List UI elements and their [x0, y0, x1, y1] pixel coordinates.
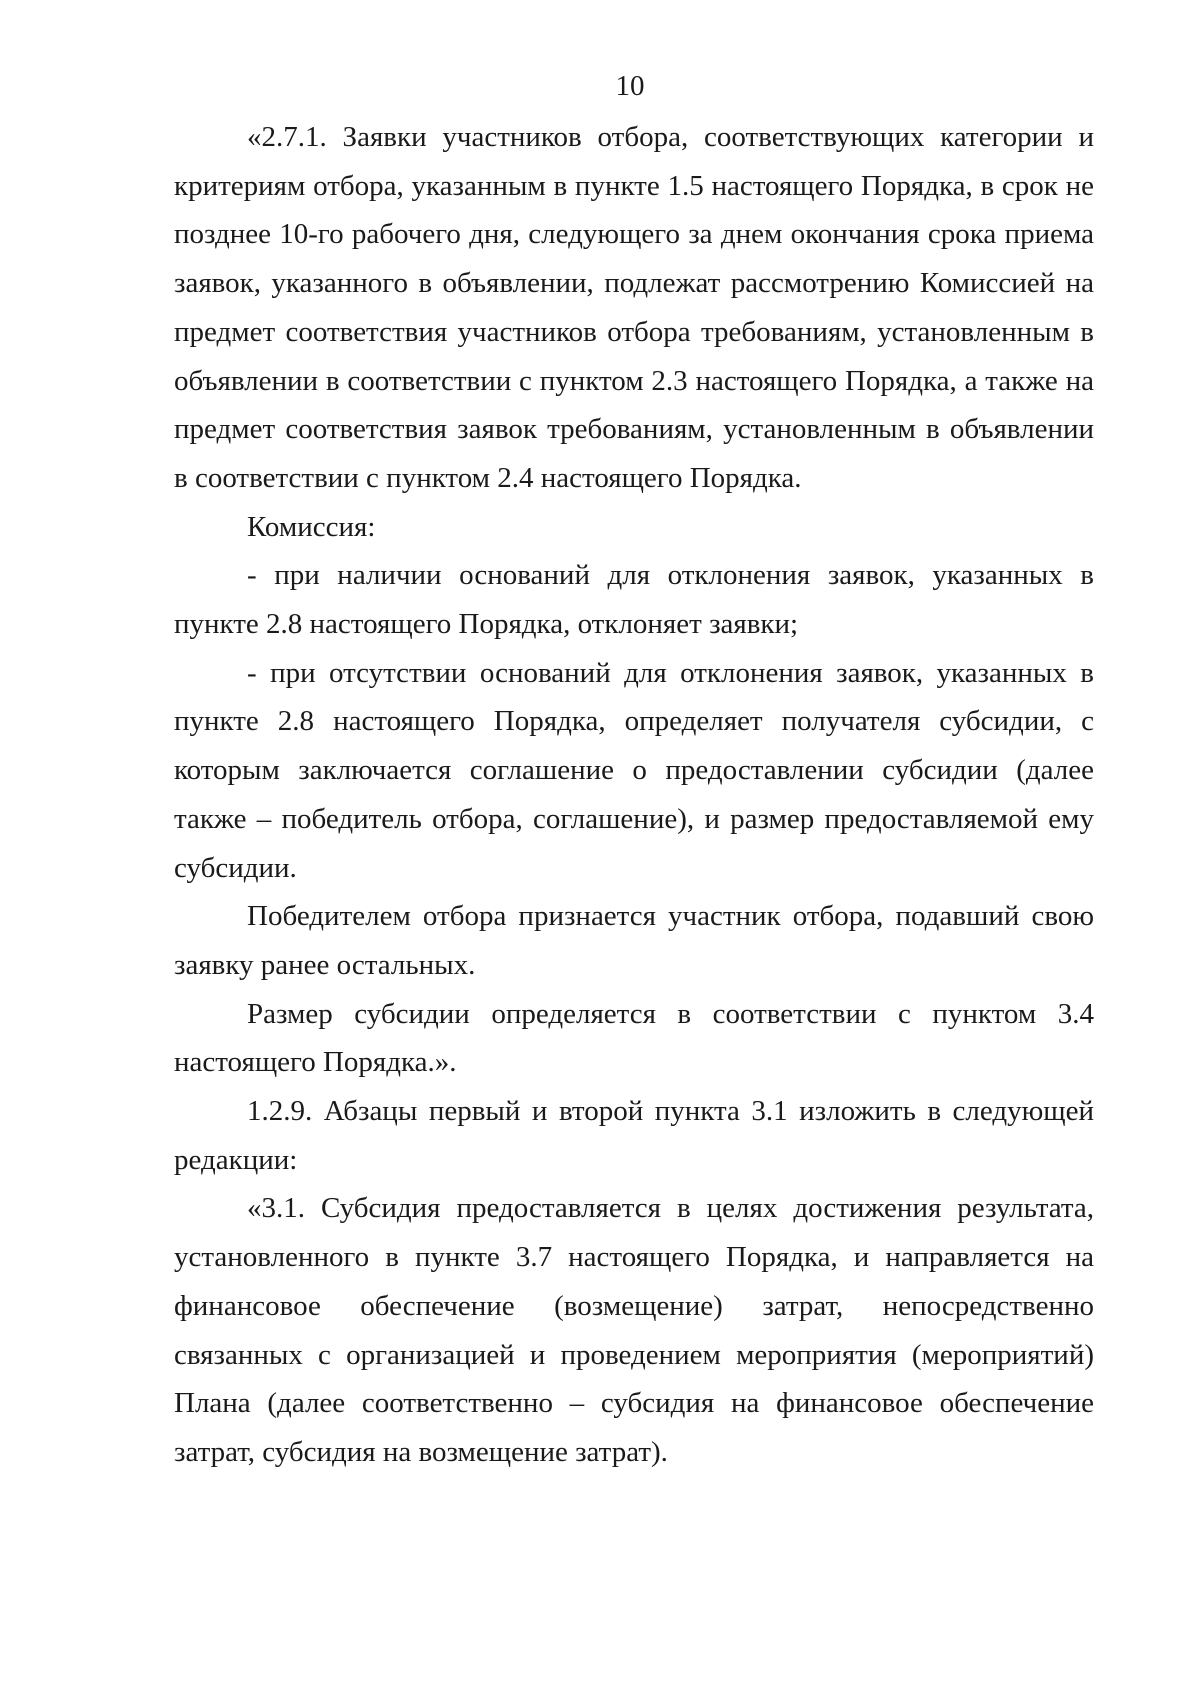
paragraph-1-2-9: 1.2.9. Абзацы первый и второй пункта 3.1 изложить в следующей редакции: [174, 1095, 1094, 1176]
paragraph-2-7-1: «2.7.1. Заявки участников отбора, соответствующих категории и критериям отбора, указанным в пункте 1.5 настоящего Порядка, в срок не позднее 10-го рабочего дня, следующего за днем окончания срока приема заявок, указанного в объявлении, подлежат рассмотрению Комиссией на предмет соответствия участников отбора требованиям, установленным в объявлении в соответствии с пунктом 2.3 настоящего Порядка, а также на предмет соответствия заявок требованиям, установленным в объявлении в соответствии с пунктом 2.4 настоящего Порядка. [174, 121, 1094, 494]
paragraph-commission: Комиссия: [247, 510, 376, 543]
paragraph-reject-item: - при наличии оснований для отклонения заявок, указанных в пункте 2.8 настоящего Порядка, отклоняет заявки; [174, 559, 1094, 641]
paragraph-winner: Победителем отбора признается участник отбора, подавший свою заявку ранее остальных. [174, 900, 1094, 981]
paragraph-determine-item: - при отсутствии оснований для отклонения заявок, указанных в пункте 2.8 настоящего Порядка, определяет получателя субсидии, с которым заключается соглашение о предоставлении субсидии (далее также – победитель отбора, соглашение), и размер предоставляемой ему субсидии. [174, 656, 1094, 884]
page-number: 10 [615, 70, 645, 102]
document-body [174, 113, 1094, 1477]
paragraph-3-1: «3.1. Субсидия предоставляется в целях достижения результата, установленного в пункте 3.7 настоящего Порядка, и направляется на финансовое обеспечение (возмещение) затрат, непосредственно связанных с организацией и проведением мероприятия (мероприятий) Плана (далее соответственно – субсидия на финансовое обеспечение затрат, субсидия на возмещение затрат). [174, 1192, 1094, 1468]
paragraph-subsidy-size: Размер субсидии определяется в соответствии с пунктом 3.4 настоящего Порядка.». [174, 997, 1094, 1079]
